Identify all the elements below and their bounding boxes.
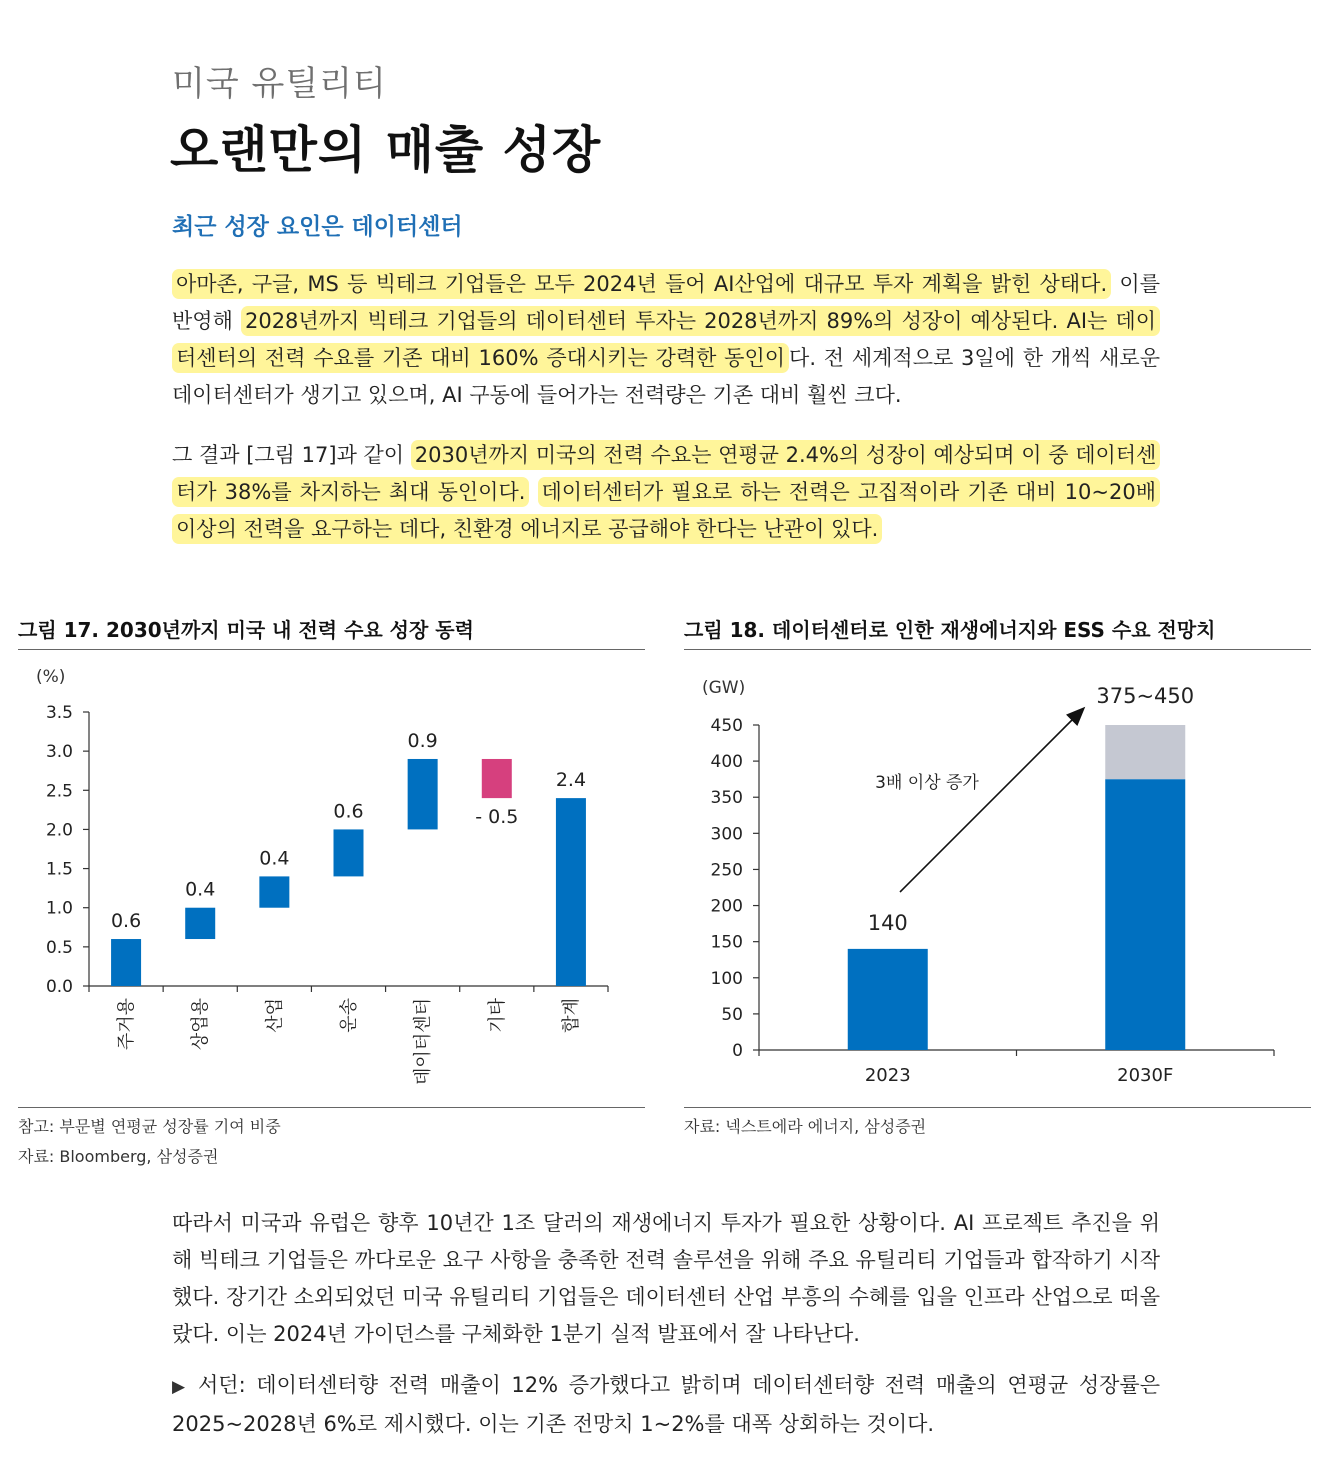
figure-17-note: 참고: 부문별 연평균 성장률 기여 비중 bbox=[18, 1117, 281, 1136]
highlight: 아마존, 구글, MS 등 빅테크 기업들은 모두 2024년 들어 AI산업에 대규모 투자 계획을 밝힌 상태다. bbox=[172, 269, 1111, 299]
chart18-y-tick-label: 100 bbox=[710, 968, 743, 989]
chart17-data-label: 0.6 bbox=[333, 800, 364, 823]
figure-18-chart bbox=[684, 652, 1311, 1104]
figure-18-bottom-rule bbox=[684, 1107, 1311, 1108]
chart17-data-label: - 0.5 bbox=[475, 806, 519, 829]
growth-arrow bbox=[900, 709, 1083, 892]
chart17-category-label: 운송 bbox=[338, 998, 360, 1033]
chart17-bar bbox=[111, 939, 141, 986]
chart17-y-tick-label: 3.5 bbox=[45, 703, 73, 723]
chart17-y-tick-label: 0.5 bbox=[45, 937, 73, 958]
chart17-category-label: 기타 bbox=[486, 998, 508, 1033]
chart18-y-tick-label: 250 bbox=[710, 860, 743, 881]
bullet-marker: ▶ bbox=[172, 1377, 186, 1397]
chart17-category-label: 상업용 bbox=[190, 998, 212, 1051]
chart18-y-tick-label: 0 bbox=[732, 1041, 743, 1061]
chart18-data-label: 140 bbox=[867, 910, 908, 935]
chart17-data-label: 0.4 bbox=[259, 847, 290, 870]
chart17-y-tick-label: 3.0 bbox=[45, 742, 73, 763]
paragraph-2 bbox=[172, 437, 1160, 548]
text-run: 그 결과 [그림 17]과 같이 bbox=[172, 443, 411, 467]
chart17-category-label: 주거용 bbox=[116, 998, 138, 1051]
paragraph-1 bbox=[172, 266, 1160, 414]
chart18-annotation: 3배 이상 증가 bbox=[875, 773, 979, 793]
highlight: 2030년까지 미국의 전력 수요는 연평균 2.4%의 성장이 예상되며 이 중 데이터센터가 38%를 차지하는 최대 동인이다. bbox=[172, 440, 1160, 507]
chart18-y-tick-label: 350 bbox=[710, 788, 743, 809]
chart17-y-tick-label: 2.5 bbox=[45, 781, 73, 802]
chart18-y-tick-label: 200 bbox=[710, 896, 743, 917]
chart18-bar-segment bbox=[1105, 779, 1185, 1050]
chart17-bar bbox=[482, 759, 512, 798]
text-run: 이를 반영해 bbox=[172, 272, 1160, 333]
chart17-data-label: 2.4 bbox=[555, 769, 587, 792]
chart18-category-label: 2023 bbox=[864, 1065, 911, 1086]
chart17-ylabel: (%) bbox=[36, 667, 66, 687]
chart18-bar-segment bbox=[848, 949, 928, 1050]
bullet-item bbox=[172, 1367, 1160, 1443]
figure-17-source: 자료: Bloomberg, 삼성증권 bbox=[18, 1147, 219, 1166]
chart17-bar bbox=[334, 829, 364, 876]
chart17-data-label: 0.4 bbox=[185, 878, 216, 901]
text-run: 다. 전 세계적으로 3일에 한 개씩 새로운 데이터센터가 생기고 있으며, AI 구동에 들어가는 전력량은 기존 대비 훨씬 크다. bbox=[172, 346, 1160, 407]
chart18-bars bbox=[848, 684, 1194, 1086]
chart17-data-label: 0.9 bbox=[407, 729, 438, 752]
chart18-y-tick-label: 450 bbox=[710, 716, 743, 736]
chart17-y-tick-label: 1.0 bbox=[45, 898, 73, 919]
text-run bbox=[529, 480, 537, 504]
chart18-bar-segment bbox=[1105, 725, 1185, 779]
page-kicker: 미국 유틸리티 bbox=[172, 64, 387, 104]
page-title: 오랜만의 매출 성장 bbox=[170, 121, 602, 179]
bullet-text: 서던: 데이터센터향 전력 매출이 12% 증가했다고 밝히며 데이터센터향 전력 매출의 연평균 성장률은 2025~2028년 6%로 제시했다. 이는 기존 전망치 1~2%를 대폭 상회하는 것이다. bbox=[172, 1373, 1160, 1436]
chart17-bar bbox=[259, 876, 289, 907]
chart18-data-label: 375~450 bbox=[1096, 684, 1195, 708]
chart18-y-tick-label: 400 bbox=[710, 752, 743, 773]
chart17-category-label: 산업 bbox=[264, 998, 286, 1033]
chart17-y-tick-label: 0.0 bbox=[45, 977, 73, 997]
figure-18-source: 자료: 넥스트에라 에너지, 삼성증권 bbox=[684, 1117, 927, 1136]
chart17-bar bbox=[408, 759, 438, 829]
chart17-bars bbox=[111, 730, 586, 1085]
highlight: 2028년까지 빅테크 기업들의 데이터센터 투자는 2028년까지 89%의 성장이 예상된다. AI는 데이터센터의 전력 수요를 기존 대비 160% 증대시키는 강력한 동인이 bbox=[172, 306, 1160, 373]
highlight: 데이터센터가 필요로 하는 전력은 고집적이라 기존 대비 10~20배 이상의 전력을 요구하는 데다, 친환경 에너지로 공급해야 한다는 난관이 있다. bbox=[172, 477, 1160, 544]
chart18-y-tick-label: 300 bbox=[710, 824, 743, 845]
chart18-axes bbox=[711, 716, 1274, 1061]
chart17-bar bbox=[185, 908, 215, 939]
figure-18-top-rule bbox=[684, 649, 1311, 650]
figure-17-title: 그림 17. 2030년까지 미국 내 전력 수요 성장 동력 bbox=[18, 618, 474, 642]
paragraph-3: 따라서 미국과 유럽은 향후 10년간 1조 달러의 재생에너지 투자가 필요한 상황이다. AI 프로젝트 추진을 위해 빅테크 기업들은 까다로운 요구 사항을 충족한 전력 솔루션을 위해 주요 유틸리티 기업들과 합작하기 시작했다. 장기간 소외되었던 미국 유틸리티 기업들은 데이터센터 산업 부흥의 수혜를 입을 인프라 산업으로 떠올랐다. 이는 2024년 가이던스를 구체화한 1분기 실적 발표에서 잘 나타난다. bbox=[172, 1211, 1160, 1346]
figure-17-top-rule bbox=[18, 649, 645, 650]
chart17-category-label: 데이터센터 bbox=[412, 998, 434, 1085]
chart17-data-label: 0.6 bbox=[110, 910, 142, 933]
figure-17-bottom-rule bbox=[18, 1107, 645, 1108]
chart18-ylabel: (GW) bbox=[702, 678, 746, 698]
chart18-category-label: 2030F bbox=[1117, 1065, 1174, 1086]
figure-17-chart bbox=[18, 652, 645, 1104]
chart18-y-tick-label: 150 bbox=[710, 932, 743, 953]
section-subheading: 최근 성장 요인은 데이터센터 bbox=[172, 214, 463, 240]
chart17-y-tick-label: 2.0 bbox=[45, 820, 73, 841]
chart18-y-tick-label: 50 bbox=[721, 1004, 743, 1025]
chart17-y-tick-label: 1.5 bbox=[45, 859, 73, 880]
figure-18-title: 그림 18. 데이터센터로 인한 재생에너지와 ESS 수요 전망치 bbox=[684, 618, 1216, 642]
chart17-category-label: 합계 bbox=[560, 998, 582, 1033]
chart17-bar bbox=[556, 798, 586, 986]
